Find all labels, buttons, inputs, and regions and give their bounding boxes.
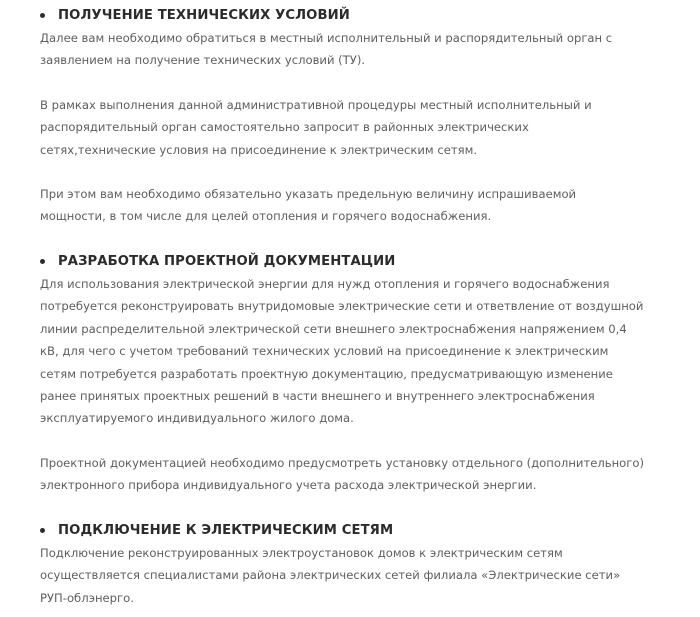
text-line: линии распределительной электрической сети внешнего электроснабжения напряжением 0,4 bbox=[40, 321, 627, 336]
text-line: мощности, в том числе для целей отопления и горячего водоснабжения. bbox=[40, 209, 492, 224]
text-line: кВ, для чего с учетом требований технических условий на присоединение к электрическим bbox=[40, 344, 609, 359]
heading-text: ПОЛУЧЕНИЕ ТЕХНИЧЕСКИХ УСЛОВИЙ bbox=[58, 7, 350, 23]
text-line: сетях,технические условия на присоединение к электрическим сетям. bbox=[40, 142, 478, 157]
text-line: осуществляется специалистами района электрических сетей филиала «Электрические сети» bbox=[40, 568, 621, 583]
section-heading bbox=[40, 250, 680, 272]
bullet-icon bbox=[40, 528, 45, 533]
paragraph bbox=[40, 183, 680, 228]
paragraph bbox=[40, 273, 680, 430]
section-project-documentation bbox=[40, 250, 680, 272]
heading-text: РАЗРАБОТКА ПРОЕКТНОЙ ДОКУМЕНТАЦИИ bbox=[58, 253, 396, 269]
text-line: сетям потребуется разработать проектную документацию, предусматривающую изменение bbox=[40, 366, 613, 381]
text-line: потребуется реконструировать внутридомовые электрические сети и ответвление от воздушной bbox=[40, 299, 644, 314]
paragraph bbox=[40, 94, 680, 161]
text-line: заявлением на получение технических условий (ТУ). bbox=[40, 53, 366, 68]
text-line: распорядительный орган самостоятельно запросит в районных электрических bbox=[40, 120, 529, 135]
text-line: Проектной документацией необходимо предусмотреть установку отдельного (дополнительного) bbox=[40, 456, 644, 470]
text-line: Далее вам необходимо обратиться в местный исполнительный и распорядительный орган с bbox=[40, 31, 613, 45]
paragraph bbox=[40, 452, 680, 497]
heading-text: ПОДКЛЮЧЕНИЕ К ЭЛЕКТРИЧЕСКИМ СЕТЯМ bbox=[58, 522, 394, 538]
paragraph bbox=[40, 542, 680, 609]
text-line: При этом вам необходимо обязательно указать предельную величину испрашиваемой bbox=[40, 187, 577, 201]
section-grid-connection bbox=[40, 519, 680, 541]
text-line: эксплуатируемого индивидуального жилого дома. bbox=[40, 411, 354, 426]
section-heading bbox=[40, 4, 680, 26]
bullet-icon bbox=[40, 259, 45, 264]
section-technical-conditions bbox=[40, 4, 680, 26]
text-line: ранее принятых проектных решений в части внешнего и внутреннего электроснабжения bbox=[40, 388, 595, 403]
text-line: Для использования электрической энергии для нужд отопления и горячего водоснабжения bbox=[40, 277, 610, 291]
text-line: Подключение реконструированных электроустановок домов к электрическим сетям bbox=[40, 546, 563, 560]
section-heading bbox=[40, 519, 680, 541]
text-line: электронного прибора индивидуального учета расхода электрической энергии. bbox=[40, 478, 537, 493]
bullet-icon bbox=[40, 13, 45, 18]
text-line: РУП-облэнерго. bbox=[40, 590, 134, 605]
paragraph bbox=[40, 27, 680, 72]
text-line: В рамках выполнения данной административной процедуры местный исполнительный и bbox=[40, 98, 592, 112]
